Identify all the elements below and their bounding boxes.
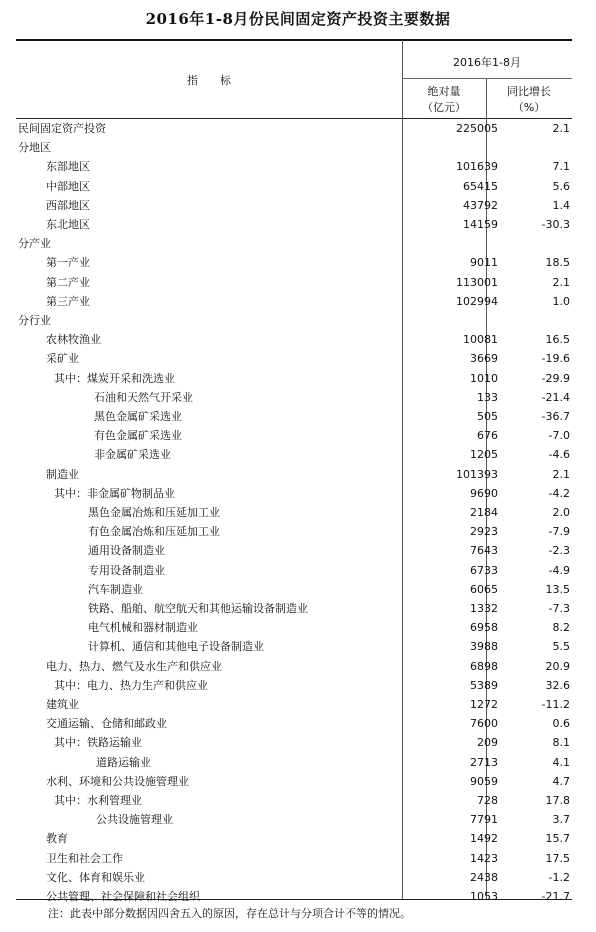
row-growth-value: -1.2: [548, 870, 570, 884]
row-label: 黑色金属矿采选业: [94, 410, 182, 423]
row-growth-value: 2.1: [552, 122, 570, 135]
row-growth-value: -30.3: [541, 218, 570, 231]
row-label: 有色金属冶炼和压延加工业: [88, 525, 220, 539]
table-row: [16, 349, 572, 368]
row-growth-value: 2.1: [552, 467, 570, 481]
table-row: [16, 599, 572, 618]
page-title: 2016年1-8月份民间固定资产投资主要数据: [145, 10, 451, 28]
row-label: 分地区: [18, 141, 51, 155]
row-label: 公共管理、社会保障和社会组织: [46, 890, 200, 903]
row-growth-value: 13.5: [545, 582, 570, 596]
row-absolute-value: 1423: [470, 851, 498, 865]
row-absolute-value: 2438: [470, 870, 498, 884]
table-row: [16, 829, 572, 848]
row-absolute-value: 10081: [463, 333, 498, 347]
row-absolute-value: 102994: [456, 294, 498, 308]
row-growth-value: -29.9: [541, 371, 570, 385]
row-label: 其中：电力、热力生产和供应业: [54, 678, 208, 692]
row-growth-value: 5.5: [552, 640, 570, 654]
row-absolute-value: 2923: [470, 525, 498, 539]
row-label: 道路运输业: [96, 755, 151, 769]
row-absolute-value: 1010: [470, 371, 498, 385]
table-row: [16, 676, 572, 695]
row-absolute-value: 7643: [470, 544, 498, 558]
row-absolute-value: 1053: [470, 890, 498, 903]
table-row: [16, 503, 572, 522]
row-growth-value: 18.5: [545, 256, 570, 270]
table-row: [16, 445, 572, 464]
row-growth-value: 2.1: [552, 275, 570, 289]
table-row: [16, 196, 572, 215]
row-absolute-value: 2713: [470, 755, 498, 769]
table-row: [16, 119, 572, 138]
row-growth-value: -4.9: [548, 563, 570, 577]
row-growth-value: 3.7: [552, 813, 570, 827]
header-absolute-unit: （亿元）: [422, 101, 466, 114]
header-indicator: 指 标: [187, 74, 231, 87]
row-label: 其中：水利管理业: [54, 794, 142, 807]
row-absolute-value: 9011: [470, 256, 498, 270]
row-label: 分产业: [18, 237, 51, 251]
row-absolute-value: 6958: [470, 621, 498, 635]
row-growth-value: 7.1: [552, 160, 570, 174]
row-label: 民间固定资产投资: [18, 122, 106, 135]
row-label: 建筑业: [46, 698, 79, 711]
row-label: 农林牧渔业: [46, 333, 101, 347]
row-absolute-value: 728: [477, 794, 498, 807]
row-label: 石油和天然气开采业: [94, 390, 193, 404]
row-label: 其中：非金属矿物制品业: [54, 486, 175, 500]
row-growth-value: -7.3: [548, 602, 570, 615]
row-absolute-value: 133: [477, 390, 498, 404]
table-row: [16, 887, 572, 906]
row-growth-value: 1.0: [552, 294, 570, 308]
row-growth-value: 4.7: [552, 774, 570, 788]
row-label: 公共设施管理业: [96, 813, 173, 827]
row-absolute-value: 505: [477, 410, 498, 423]
row-growth-value: 8.1: [552, 736, 570, 750]
row-growth-value: 20.9: [545, 659, 570, 673]
row-label: 电力、热力、燃气及水生产和供应业: [46, 659, 222, 673]
row-absolute-value: 225005: [456, 122, 498, 135]
row-label: 第一产业: [46, 256, 90, 270]
row-growth-value: 32.6: [545, 678, 570, 692]
table-row: [16, 753, 572, 772]
table-row: [16, 253, 572, 272]
row-label: 文化、体育和娱乐业: [46, 870, 145, 884]
table-row: [16, 714, 572, 733]
row-absolute-value: 3669: [470, 352, 498, 366]
header-period: 2016年1-8月: [453, 56, 521, 69]
row-label: 西部地区: [46, 198, 90, 212]
row-growth-value: -19.6: [541, 352, 570, 366]
table-row: [16, 561, 572, 580]
row-growth-value: -36.7: [541, 410, 570, 423]
row-absolute-value: 676: [477, 429, 498, 443]
row-label: 汽车制造业: [88, 582, 143, 596]
row-growth-value: -7.9: [548, 525, 570, 539]
row-absolute-value: 1272: [470, 698, 498, 711]
row-absolute-value: 6065: [470, 582, 498, 596]
table-row: [16, 407, 572, 426]
table-row: [16, 177, 572, 196]
row-label: 专用设备制造业: [88, 563, 165, 577]
table-row: [16, 791, 572, 810]
row-growth-value: 1.4: [552, 198, 570, 212]
row-growth-value: 17.5: [545, 851, 570, 865]
row-growth-value: 8.2: [552, 621, 570, 635]
row-label: 有色金属矿采选业: [94, 429, 182, 443]
header-growth-unit: （%）: [512, 101, 546, 114]
row-absolute-value: 6898: [470, 659, 498, 673]
row-label: 第二产业: [46, 275, 90, 289]
table-row: [16, 426, 572, 445]
table-top-rule: [16, 39, 572, 41]
row-label: 计算机、通信和其他电子设备制造业: [88, 640, 264, 654]
row-label: 黑色金属冶炼和压延加工业: [88, 506, 220, 519]
table-row: [16, 541, 572, 560]
header-growth: 同比增长: [507, 85, 551, 98]
row-label: 非金属矿采选业: [94, 448, 171, 462]
row-growth-value: -21.7: [541, 890, 570, 903]
row-label: 卫生和社会工作: [46, 851, 123, 865]
row-growth-value: 15.7: [545, 832, 570, 846]
header-absolute: 绝对量: [427, 85, 461, 98]
table-row: [16, 637, 572, 656]
row-label: 交通运输、仓储和邮政业: [46, 717, 167, 731]
table-row: [16, 849, 572, 868]
table-row: [16, 311, 572, 330]
table-row: [16, 138, 572, 157]
row-absolute-value: 1492: [470, 832, 498, 846]
row-growth-value: -4.2: [548, 486, 570, 500]
table-row: [16, 369, 572, 388]
table-row: [16, 388, 572, 407]
table-row: [16, 772, 572, 791]
row-label: 第三产业: [46, 294, 90, 308]
table-row: [16, 157, 572, 176]
row-growth-value: 16.5: [545, 333, 570, 347]
row-absolute-value: 65415: [463, 179, 498, 193]
row-growth-value: 4.1: [552, 755, 570, 769]
table-row: [16, 733, 572, 752]
table-row: [16, 484, 572, 503]
row-absolute-value: 14159: [463, 218, 498, 231]
row-absolute-value: 101393: [456, 467, 498, 481]
row-label: 教育: [46, 832, 68, 846]
row-label: 制造业: [46, 467, 79, 481]
row-label: 铁路、船舶、航空航天和其他运输设备制造业: [88, 602, 308, 615]
row-absolute-value: 101639: [456, 160, 498, 174]
table-row: [16, 868, 572, 887]
row-label: 东北地区: [46, 218, 90, 231]
row-absolute-value: 3988: [470, 640, 498, 654]
row-label: 其中：煤炭开采和洗选业: [54, 371, 175, 385]
row-absolute-value: 5389: [470, 678, 498, 692]
row-absolute-value: 9059: [470, 774, 498, 788]
table-row: [16, 810, 572, 829]
row-absolute-value: 113001: [456, 275, 498, 289]
row-growth-value: 17.8: [545, 794, 570, 807]
row-growth-value: 2.0: [552, 506, 570, 519]
row-label: 采矿业: [46, 352, 79, 366]
table-row: [16, 618, 572, 637]
row-label: 其中：铁路运输业: [54, 736, 142, 750]
table-row: [16, 234, 572, 253]
table-row: [16, 522, 572, 541]
table-row: [16, 215, 572, 234]
table-row: [16, 465, 572, 484]
row-absolute-value: 9690: [470, 486, 498, 500]
period-underline: [402, 78, 572, 79]
row-label: 电气机械和器材制造业: [88, 621, 198, 635]
row-growth-value: -7.0: [548, 429, 570, 443]
row-absolute-value: 7791: [470, 813, 498, 827]
row-label: 中部地区: [46, 179, 90, 193]
row-absolute-value: 6733: [470, 563, 498, 577]
table-row: [16, 657, 572, 676]
row-absolute-value: 1332: [470, 602, 498, 615]
footnote: 注：此表中部分数据因四舍五入的原因，存在总计与分项合计不等的情况。: [48, 907, 411, 920]
row-label: 东部地区: [46, 160, 90, 174]
row-absolute-value: 7600: [470, 717, 498, 731]
row-growth-value: -11.2: [541, 698, 570, 711]
row-absolute-value: 1205: [470, 448, 498, 462]
row-label: 水利、环境和公共设施管理业: [46, 774, 189, 788]
row-growth-value: -2.3: [548, 544, 570, 558]
row-growth-value: 5.6: [552, 179, 570, 193]
table-row: [16, 695, 572, 714]
row-growth-value: 0.6: [552, 717, 570, 731]
row-absolute-value: 43792: [463, 198, 498, 212]
row-absolute-value: 2184: [470, 506, 498, 519]
row-label: 分行业: [18, 314, 51, 327]
table-row: [16, 273, 572, 292]
row-growth-value: -21.4: [541, 390, 570, 404]
row-absolute-value: 209: [477, 736, 498, 750]
row-growth-value: -4.6: [548, 448, 570, 462]
table-row: [16, 330, 572, 349]
table-row: [16, 580, 572, 599]
table-row: [16, 292, 572, 311]
row-label: 通用设备制造业: [88, 544, 165, 558]
